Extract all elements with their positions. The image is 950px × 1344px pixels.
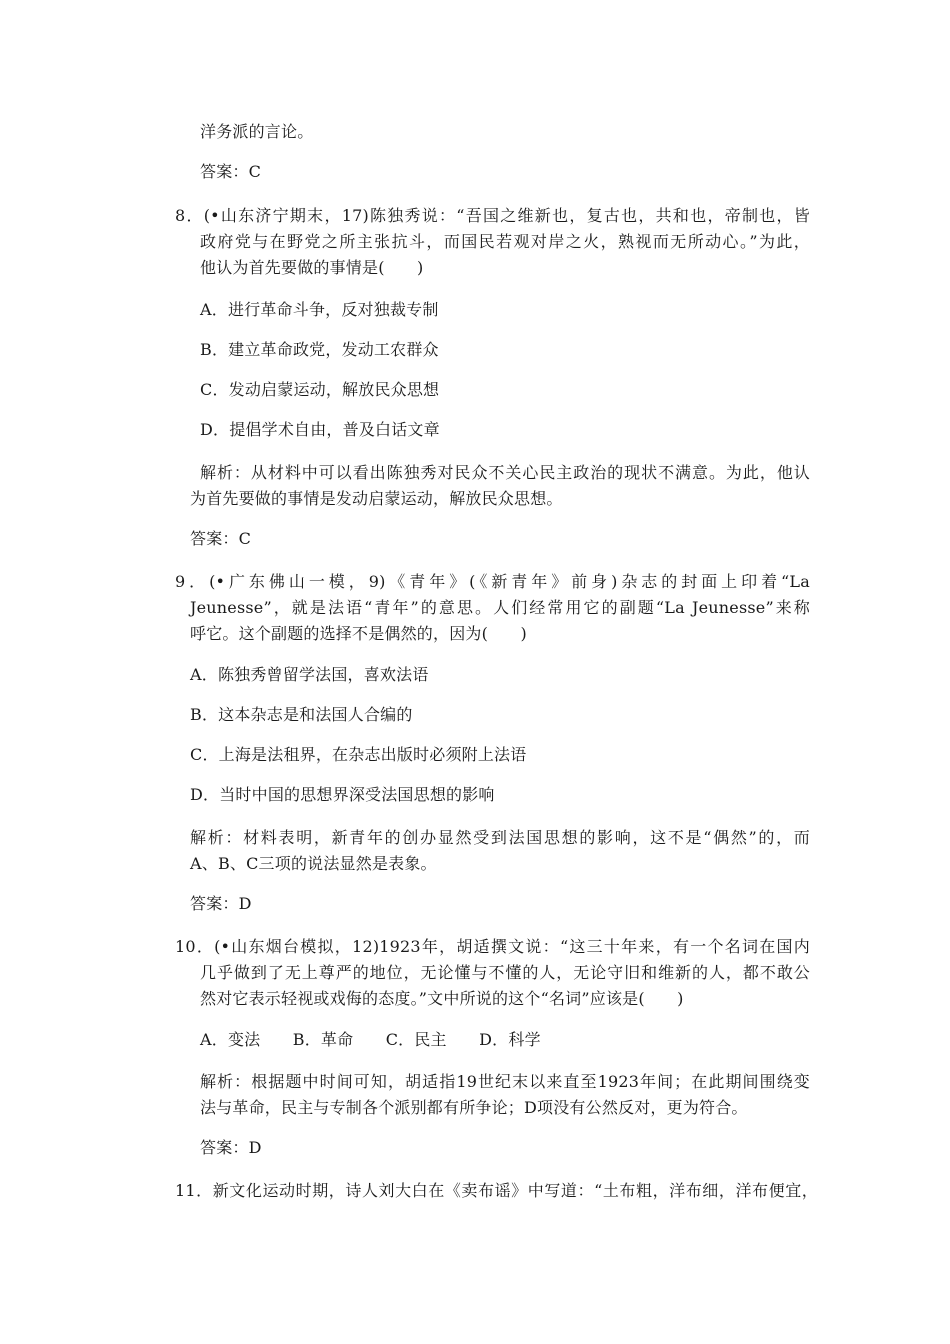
question-8-explanation-line-2: 为首先要做的事情是发动启蒙运动，解放民众思想。 <box>190 489 563 508</box>
question-10-answer: 答案：D <box>200 1138 262 1157</box>
text-line: 洋务派的言论。 <box>200 122 314 141</box>
question-8-explanation-line-1: 解析：从材料中可以看出陈独秀对民众不关心民主政治的现状不满意。为此，他认 <box>200 463 810 482</box>
question-9-explanation-line-2: A、B、C三项的说法显然是表象。 <box>190 854 437 873</box>
question-9-stem-line-1: 9．(•广东佛山一模，9)《青年》(《新青年》前身)杂志的封面上印着“La <box>175 572 810 591</box>
question-9-answer: 答案：D <box>190 894 252 913</box>
question-8-stem-line-1: 8．(•山东济宁期末，17)陈独秀说：“吾国之维新也，复古也，共和也，帝制也，皆 <box>175 206 810 225</box>
question-8-option-c: C．发动启蒙运动，解放民众思想 <box>200 380 440 399</box>
question-10-explanation-line-1: 解析：根据题中时间可知，胡适指19世纪末以来直至1923年间；在此期间围绕变 <box>200 1072 810 1091</box>
question-9-stem-line-3: 呼它。这个副题的选择不是偶然的，因为( ) <box>190 624 527 643</box>
question-8-answer: 答案：C <box>190 529 252 548</box>
question-10-stem-line-1: 10．(•山东烟台模拟，12)1923年，胡适撰文说：“这三十年来，有一个名词在国内 <box>175 937 810 956</box>
question-9-option-c: C．上海是法租界，在杂志出版时必须附上法语 <box>190 745 527 764</box>
question-9-option-b: B．这本杂志是和法国人合编的 <box>190 705 413 724</box>
question-10-options: A．变法 B．革命 C．民主 D．科学 <box>200 1030 541 1049</box>
answer-line: 答案：C <box>200 162 262 181</box>
question-9-option-d: D．当时中国的思想界深受法国思想的影响 <box>190 785 495 804</box>
question-9-stem-line-2: Jeunesse”，就是法语“青年”的意思。人们经常用它的副题“La Jeunesse”来称 <box>190 598 810 617</box>
question-8-option-b: B．建立革命政党，发动工农群众 <box>200 340 439 359</box>
question-10-explanation-line-2: 法与革命，民主与专制各个派别都有所争论；D项没有公然反对，更为符合。 <box>200 1098 748 1117</box>
question-9-explanation-line-1: 解析：材料表明，新青年的创办显然受到法国思想的影响，这不是“偶然”的，而 <box>190 828 810 847</box>
question-8-option-a: A．进行革命斗争，反对独裁专制 <box>200 300 439 319</box>
question-11-stem-line-1: 11．新文化运动时期，诗人刘大白在《卖布谣》中写道：“土布粗，洋布细，洋布便宜， <box>175 1181 818 1200</box>
question-8-option-d: D．提倡学术自由，普及白话文章 <box>200 420 440 439</box>
question-9-option-a: A．陈独秀曾留学法国，喜欢法语 <box>190 665 429 684</box>
question-8-stem-line-3: 他认为首先要做的事情是( ) <box>200 258 424 277</box>
question-10-stem-line-3: 然对它表示轻视或戏侮的态度。”文中所说的这个“名词”应该是( ) <box>200 989 684 1008</box>
question-10-stem-line-2: 几乎做到了无上尊严的地位，无论懂与不懂的人，无论守旧和维新的人，都不敢公 <box>200 963 810 982</box>
question-8-stem-line-2: 政府党与在野党之所主张抗斗，而国民若观对岸之火，熟视而无所动心。”为此， <box>200 232 810 251</box>
